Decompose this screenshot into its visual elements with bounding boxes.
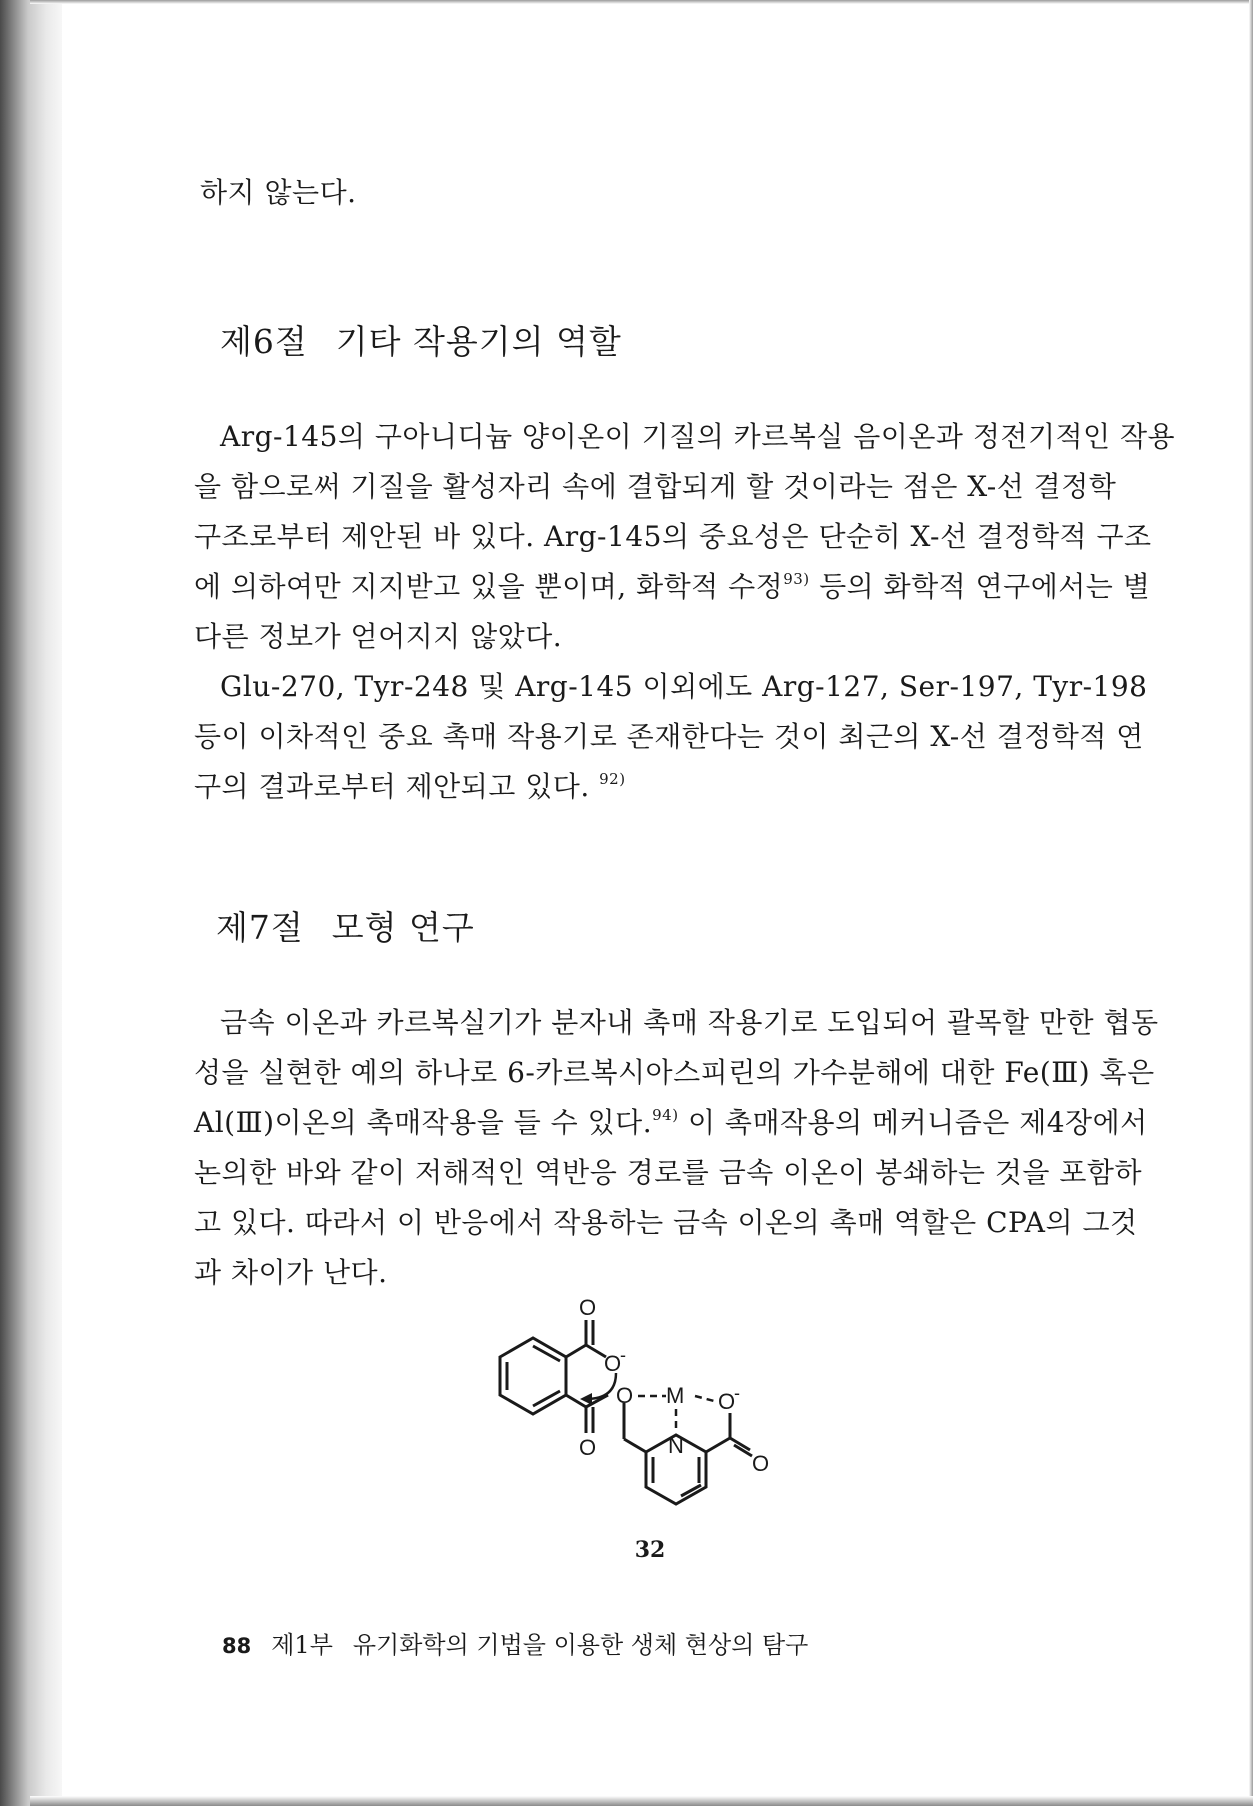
pyridine-carboxylate-bond [706,1438,730,1452]
charge-minus: - [620,1345,626,1365]
page-footer [222,1625,808,1660]
footnote-ref-93: 93) [783,570,810,588]
ch2-bond [624,1439,646,1452]
atom-o-ether: O [616,1383,634,1408]
compound-number: 32 [634,1537,666,1563]
footer-book-title: 유기화학의 기법을 이용한 생체 현상의 탐구 [352,1631,809,1659]
atom-m: M [666,1383,685,1408]
paragraph-line: 논의한 바와 같이 저해적인 역반응 경로를 금속 이온이 봉쇄하는 것을 포함하 [194,1156,1142,1189]
footnote-ref-94: 94) [652,1106,679,1124]
structure-bonds [500,1320,752,1504]
carboxylate-o-bond [586,1345,606,1357]
atom-o-top: O [579,1295,597,1320]
paragraph-line [194,562,1151,612]
paragraph-line [194,1098,1148,1148]
footnote-ref-92: 92) [599,770,626,788]
section-7-title: 모형 연구 [331,908,475,947]
carboxylate-bond [566,1345,586,1357]
atom-o-carboxylate: O [604,1351,622,1376]
section-6-body [194,412,1176,812]
page-edge-right [1249,0,1253,1806]
section-7-body [194,998,1159,1298]
line-tail: 등의 화학적 연구에서는 별 [809,570,1151,603]
section-7-heading [216,902,475,949]
paragraph-line: 금속 이온과 카르복실기가 분자내 촉매 작용기로 도입되어 괄목할 만한 협동 [220,1006,1159,1039]
page-edge-bottom [30,1796,1253,1806]
section-6-title: 기타 작용기의 역할 [335,322,622,361]
chemical-structure-figure [480,1295,820,1565]
aromatic-bond [533,1391,560,1406]
continued-line: 하지 않는다. [200,176,357,209]
line-text: 에 의하여만 지지받고 있을 뿐이며, 화학적 수정 [194,570,784,603]
charge-minus: - [734,1383,740,1403]
coordination-bond [695,1396,718,1402]
section-6-heading [220,316,622,363]
paragraph-line: Arg-145의 구아니디늄 양이온이 기질의 카르복실 음이온과 정전기적인 작용 [220,420,1176,453]
ester-bond [566,1395,586,1407]
aromatic-bond [533,1346,560,1361]
paragraph-line: 구조로부터 제안된 바 있다. Arg-145의 중요성은 단순히 X-선 결정학적 구조 [194,520,1152,553]
paragraph-line: 등이 이차적인 중요 촉매 작용기로 존재한다는 것이 최근의 X-선 결정학적 연 [194,720,1144,753]
page-edge-top [30,0,1253,4]
atom-o-pyridine-carboxylate: O [718,1389,736,1414]
benzene-ring [500,1338,566,1414]
paragraph-line: 과 차이가 난다. [194,1256,388,1289]
page-number: 88 [222,1634,252,1658]
paragraph-line: 고 있다. 따라서 이 반응에서 작용하는 금속 이온의 촉매 역할은 CPA의 그것 [194,1206,1138,1239]
paragraph-line: Glu-270, Tyr-248 및 Arg-145 이외에도 Arg-127, Ser-197, Tyr-198 [220,670,1148,703]
atom-n: N [668,1433,684,1458]
paragraph-line [194,762,1094,812]
atom-o-pyridine-carbonyl: O [752,1451,770,1476]
section-6-number: 제6절 [220,322,308,361]
line-text: 구의 결과로부터 제안되고 있다. [194,770,590,803]
paragraph-line: 성을 실현한 예의 하나로 6-카르복시아스피린의 가수분해에 대한 Fe(Ⅲ) 혹은 [194,1056,1155,1089]
continued-text [200,168,1100,218]
atom-o-ester-carbonyl: O [579,1435,597,1460]
line-tail: 이 촉매작용의 메커니즘은 제4장에서 [678,1106,1148,1139]
line-text: Al(Ⅲ)이온의 촉매작용을 들 수 있다. [194,1106,653,1139]
book-spine [0,0,62,1806]
section-7-number: 제7절 [216,908,304,947]
paragraph-line: 다른 정보가 얻어지지 않았다. [194,620,563,653]
footer-part: 제1부 [271,1631,333,1659]
paragraph-line: 을 함으로써 기질을 활성자리 속에 결합되게 할 것이라는 점은 X-선 결정학 [194,470,1117,503]
